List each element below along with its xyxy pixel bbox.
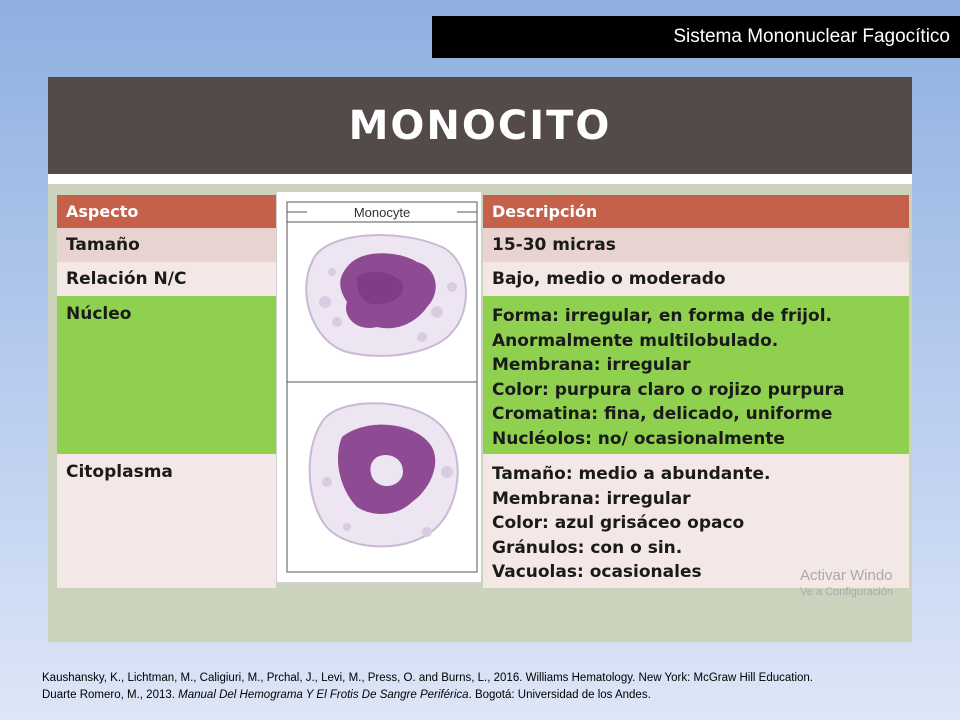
description-cell: 15-30 micras (483, 228, 909, 262)
monocyte-cell-top (306, 235, 466, 356)
aspect-cell: Tamaño (57, 228, 276, 262)
monocyte-cell-bottom (310, 403, 458, 546)
description-cell (483, 296, 909, 454)
figure-label: Monocyte (353, 205, 411, 220)
description-line: Color: azul grisáceo opaco (492, 513, 745, 533)
description-line: Tamaño: medio a abundante. (492, 464, 771, 484)
monocyte-table (57, 195, 909, 588)
table-header-row (57, 195, 909, 228)
description-line: Membrana: irregular (492, 488, 691, 509)
activation-watermark (800, 567, 893, 598)
table-row (57, 262, 909, 296)
table-row (57, 454, 909, 588)
description-line: Vacuolas: ocasionales (492, 562, 702, 582)
aspect-cell: Núcleo (57, 296, 276, 454)
reference-2: Duarte Romero, M., 2013. Manual Del Hemograma Y El Frotis De Sangre Periférica. Bogotá: Universidad de los Andes. (42, 689, 651, 701)
watermark-line2: Ve a Configuración (800, 586, 893, 598)
section-title-bar (432, 16, 960, 58)
monocyte-micrograph (276, 191, 482, 583)
description-cell: Bajo, medio o moderado (483, 262, 909, 296)
description-line: Color: purpura claro o rojizo purpura (492, 379, 845, 400)
divider-strip (48, 174, 912, 184)
section-title: Sistema Mononuclear Fagocítico (673, 26, 950, 47)
header-description: Descripción (483, 195, 909, 228)
slide-title: MONOCITO (348, 102, 612, 149)
reference-1: Kaushansky, K., Lichtman, M., Caligiuri, M., Prchal, J., Levi, M., Press, O. and Burns, L., 2016. Williams Hematology. New York: McGraw Hill Education. (42, 672, 813, 684)
description-line: Forma: irregular, en forma de frijol. (492, 306, 832, 326)
micrograph-svg (277, 192, 481, 582)
table-row (57, 228, 909, 262)
description-line: Anormalmente multilobulado. (492, 330, 779, 351)
description-line: Nucléolos: no/ ocasionalmente (492, 428, 785, 449)
aspect-cell: Relación N/C (57, 262, 276, 296)
slide-panel (48, 77, 912, 642)
description-line: Membrana: irregular (492, 355, 691, 375)
description-line: Cromatina: fina, delicado, uniforme (492, 404, 833, 424)
references (42, 670, 942, 704)
aspect-cell: Citoplasma (57, 454, 276, 588)
header-aspect: Aspecto (57, 195, 276, 228)
watermark-line1: Activar Windo (800, 567, 893, 584)
description-line: Gránulos: con o sin. (492, 537, 683, 558)
title-banner (48, 77, 912, 174)
table-row (57, 296, 909, 454)
